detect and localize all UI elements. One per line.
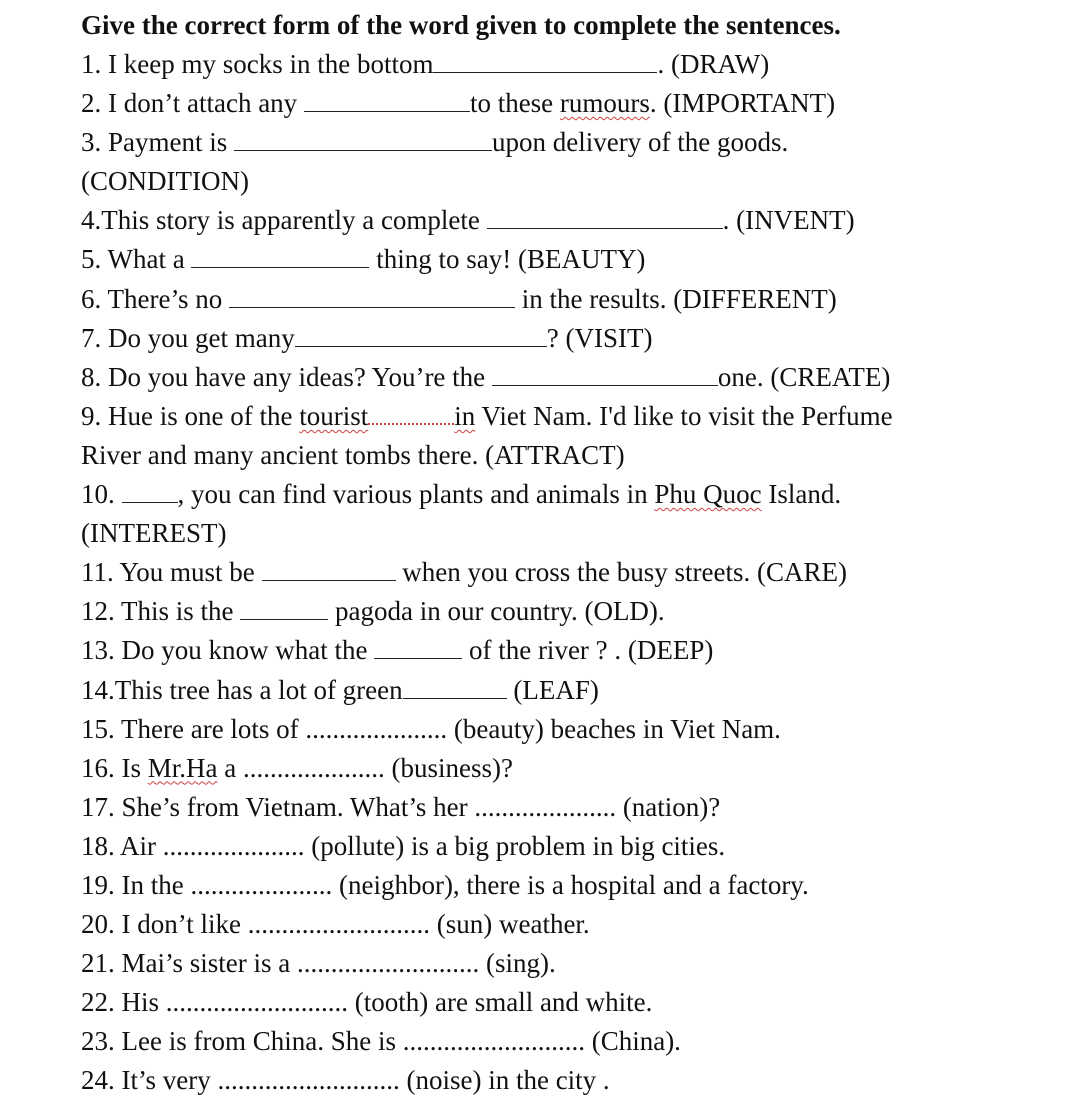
- answer-blank: [374, 638, 462, 659]
- question-9: 9. Hue is one of the tourist in Viet Nam. I'd like to visit the Perfume: [81, 400, 893, 431]
- question-17: 17. She’s from Vietnam. What’s her ..................... (nation)?: [81, 791, 721, 822]
- worksheet: [81, 6, 1041, 1101]
- answer-blank: [304, 91, 470, 112]
- question-14: 14.This tree has a lot of green (LEAF): [81, 674, 599, 705]
- answer-blank: [487, 208, 723, 229]
- question-15: 15. There are lots of ..................... (beauty) beaches in Viet Nam.: [81, 713, 781, 744]
- spell-flag: in: [454, 400, 476, 431]
- spell-flag: rumours: [559, 88, 650, 119]
- question-24: 24. It’s very ........................... (noise) in the city .: [81, 1065, 610, 1096]
- page-title: Give the correct form of the word given to complete the sentences.: [81, 10, 841, 40]
- question-5: 5. What a thing to say! (BEAUTY): [81, 244, 646, 275]
- answer-blank: [492, 365, 718, 386]
- question-12: 12. This is the pagoda in our country. (OLD).: [81, 596, 665, 627]
- question-21: 21. Mai’s sister is a ........................... (sing).: [81, 948, 556, 979]
- question-6: 6. There’s no in the results. (DIFFERENT): [81, 283, 837, 314]
- question-13: 13. Do you know what the of the river ? . (DEEP): [81, 635, 714, 666]
- question-8: 8. Do you have any ideas? You’re the one. (CREATE): [81, 361, 891, 392]
- question-3: 3. Payment is upon delivery of the goods.: [81, 127, 789, 158]
- question-9-cont: River and many ancient tombs there. (ATTRACT): [81, 439, 625, 470]
- answer-blank: [368, 403, 454, 425]
- question-18: 18. Air ..................... (pollute) is a big problem in big cities.: [81, 830, 726, 861]
- question-10: 10. , you can find various plants and animals in Phu Quoc Island.: [81, 479, 842, 510]
- question-23: 23. Lee is from China. She is ........................... (China).: [81, 1026, 681, 1057]
- question-3-cont: (CONDITION): [81, 166, 249, 197]
- question-10-cont: (INTEREST): [81, 518, 227, 549]
- answer-blank: [229, 287, 515, 308]
- answer-blank: [191, 247, 369, 268]
- question-11: 11. You must be when you cross the busy streets. (CARE): [81, 557, 847, 588]
- spell-flag: tourist: [299, 400, 369, 431]
- question-19: 19. In the ..................... (neighbor), there is a hospital and a factory.: [81, 869, 809, 900]
- answer-blank: [262, 560, 396, 581]
- question-16: 16. Is Mr.Ha a ..................... (business)?: [81, 752, 513, 783]
- question-20: 20. I don’t like ........................... (sun) weather.: [81, 909, 590, 940]
- question-1: 1. I keep my socks in the bottom . (DRAW): [81, 49, 770, 79]
- question-4: 4.This story is apparently a complete . (INVENT): [81, 205, 855, 236]
- answer-blank: [295, 326, 547, 347]
- question-2: 2. I don’t attach any to these rumours. (IMPORTANT): [81, 88, 836, 119]
- answer-blank: [403, 678, 507, 699]
- question-22: 22. His ........................... (tooth) are small and white.: [81, 987, 653, 1018]
- answer-blank: [122, 482, 178, 503]
- spell-flag: Mr.Ha: [147, 752, 218, 783]
- answer-blank: [433, 52, 657, 73]
- spell-flag: Phu Quoc: [654, 479, 762, 510]
- answer-blank: [234, 130, 492, 151]
- answer-blank: [240, 599, 328, 620]
- question-7: 7. Do you get many ? (VISIT): [81, 322, 653, 353]
